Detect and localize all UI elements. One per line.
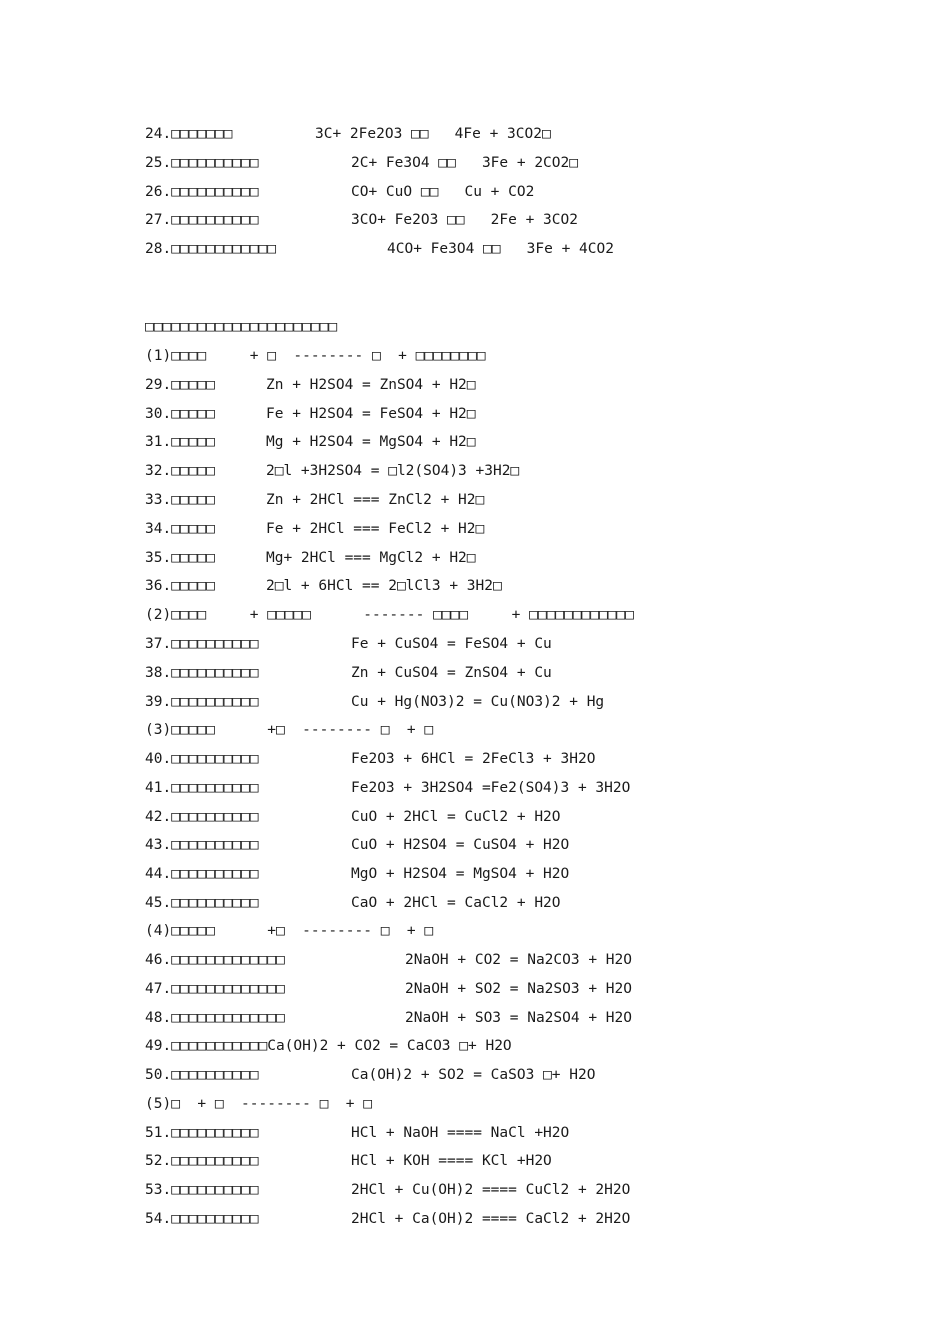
equation-text: 2□l + 6HCl == 2□lCl3 + 3H2□: [266, 578, 502, 594]
equation-text: 2NaOH + SO3 = Na2SO4 + H2O: [405, 1010, 632, 1026]
equation-label: 42.□□□□□□□□□□: [145, 809, 259, 825]
equation-text: Zn + CuSO4 = ZnSO4 + Cu: [351, 665, 552, 681]
equation-text: Mg + H2SO4 = MgSO4 + H2□: [266, 434, 476, 450]
equation-line-44: [145, 864, 570, 884]
equation-label: 30.□□□□□: [145, 406, 215, 422]
equation-line-40: [145, 749, 596, 769]
equation-line-46: [145, 950, 632, 970]
equation-label: 36.□□□□□: [145, 578, 215, 594]
equation-label: 43.□□□□□□□□□□: [145, 837, 259, 853]
equation-line-35: [145, 548, 476, 568]
equation-text: 2NaOH + CO2 = Na2CO3 + H2O: [405, 952, 632, 968]
equation-text: HCl + NaOH ==== NaCl +H2O: [351, 1125, 570, 1141]
equation-line-31: [145, 432, 476, 452]
equation-text: Fe2O3 + 3H2SO4 =Fe2(SO4)3 + 3H2O: [351, 780, 631, 796]
section-heading: □□□□□□□□□□□□□□□□□□□□□□: [145, 319, 338, 335]
equation-text: 2C+ Fe3O4 □□ 3Fe + 2CO2□: [351, 155, 578, 171]
equation-label: 37.□□□□□□□□□□: [145, 636, 259, 652]
equation-label: 40.□□□□□□□□□□: [145, 751, 259, 767]
subsection-heading-1: (1)□□□□ + □ -------- □ + □□□□□□□□: [145, 348, 486, 364]
equation-line-36: [145, 576, 502, 596]
equation-label: 39.□□□□□□□□□□: [145, 694, 259, 710]
equation-label: 53.□□□□□□□□□□: [145, 1182, 259, 1198]
equation-label: 41.□□□□□□□□□□: [145, 780, 259, 796]
equation-text: 2□l +3H2SO4 = □l2(SO4)3 +3H2□: [266, 463, 520, 479]
equation-text: Fe + CuSO4 = FeSO4 + Cu: [351, 636, 552, 652]
equation-text: HCl + KOH ==== KCl +H2O: [351, 1153, 552, 1169]
equation-text: CuO + H2SO4 = CuSO4 + H2O: [351, 837, 570, 853]
equation-text: MgO + H2SO4 = MgSO4 + H2O: [351, 866, 570, 882]
equation-line-43: [145, 835, 570, 855]
equation-line-53: [145, 1180, 631, 1200]
equation-line-34: [145, 519, 485, 539]
equation-text: Fe + 2HCl === FeCl2 + H2□: [266, 521, 485, 537]
equation-label: 26.□□□□□□□□□□: [145, 184, 259, 200]
equation-text: Mg+ 2HCl === MgCl2 + H2□: [266, 550, 476, 566]
equation-text: 2HCl + Cu(OH)2 ==== CuCl2 + 2H2O: [351, 1182, 631, 1198]
equation-text: 2NaOH + SO2 = Na2SO3 + H2O: [405, 981, 632, 997]
equation-line-26: [145, 182, 535, 202]
equation-label: 35.□□□□□: [145, 550, 215, 566]
equation-line-38: [145, 663, 552, 683]
equation-line-49: 49.□□□□□□□□□□□Ca(OH)2 + CO2 = CaCO3 □+ H2O: [145, 1038, 512, 1054]
equation-label: 48.□□□□□□□□□□□□□: [145, 1010, 285, 1026]
equation-label: 28.□□□□□□□□□□□□: [145, 241, 276, 257]
equation-label: 54.□□□□□□□□□□: [145, 1211, 259, 1227]
equation-text: Fe2O3 + 6HCl = 2FeCl3 + 3H2O: [351, 751, 596, 767]
equation-label: 25.□□□□□□□□□□: [145, 155, 259, 171]
equation-label: 51.□□□□□□□□□□: [145, 1125, 259, 1141]
equation-label: 29.□□□□□: [145, 377, 215, 393]
equation-text: Cu + Hg(NO3)2 = Cu(NO3)2 + Hg: [351, 694, 605, 710]
equation-line-27: [145, 210, 578, 230]
equation-line-24: [145, 124, 551, 144]
equation-line-32: [145, 461, 520, 481]
subsection-heading-4: (4)□□□□□ +□ -------- □ + □: [145, 923, 434, 939]
equation-line-42: [145, 807, 561, 827]
equation-line-54: [145, 1209, 631, 1229]
equation-line-30: [145, 404, 476, 424]
equation-line-25: [145, 153, 578, 173]
equation-text: Fe + H2SO4 = FeSO4 + H2□: [266, 406, 476, 422]
equation-text: Zn + 2HCl === ZnCl2 + H2□: [266, 492, 485, 508]
equation-text: 3CO+ Fe2O3 □□ 2Fe + 3CO2: [351, 212, 578, 228]
equation-label: 34.□□□□□: [145, 521, 215, 537]
equation-line-29: [145, 375, 476, 395]
equation-text: Zn + H2SO4 = ZnSO4 + H2□: [266, 377, 476, 393]
equation-label: 24.□□□□□□□: [145, 126, 233, 142]
equation-label: 27.□□□□□□□□□□: [145, 212, 259, 228]
equation-label: 45.□□□□□□□□□□: [145, 895, 259, 911]
equation-line-37: [145, 634, 552, 654]
equation-text: 3C+ 2Fe2O3 □□ 4Fe + 3CO2□: [315, 126, 551, 142]
equation-text: 4CO+ Fe3O4 □□ 3Fe + 4CO2: [387, 241, 614, 257]
equation-label: 46.□□□□□□□□□□□□□: [145, 952, 285, 968]
equation-text: Ca(OH)2 + SO2 = CaSO3 □+ H2O: [351, 1067, 596, 1083]
equation-line-52: [145, 1151, 552, 1171]
equation-line-33: [145, 490, 485, 510]
equation-line-51: [145, 1123, 570, 1143]
equation-line-45: [145, 893, 561, 913]
equation-label: 50.□□□□□□□□□□: [145, 1067, 259, 1083]
equation-label: 47.□□□□□□□□□□□□□: [145, 981, 285, 997]
equation-label: 52.□□□□□□□□□□: [145, 1153, 259, 1169]
equation-label: 38.□□□□□□□□□□: [145, 665, 259, 681]
subsection-heading-2: (2)□□□□ + □□□□□ ------- □□□□ + □□□□□□□□□□□□: [145, 607, 634, 623]
equation-label: 33.□□□□□: [145, 492, 215, 508]
equation-text: CaO + 2HCl = CaCl2 + H2O: [351, 895, 561, 911]
equation-line-39: [145, 692, 605, 712]
equation-label: 44.□□□□□□□□□□: [145, 866, 259, 882]
equation-line-47: [145, 979, 632, 999]
equation-text: CO+ CuO □□ Cu + CO2: [351, 184, 535, 200]
equation-line-50: [145, 1065, 596, 1085]
equation-label: 32.□□□□□: [145, 463, 215, 479]
equation-line-41: [145, 778, 631, 798]
subsection-heading-5: (5)□ + □ -------- □ + □: [145, 1096, 372, 1112]
equation-label: 31.□□□□□: [145, 434, 215, 450]
equation-text: 2HCl + Ca(OH)2 ==== CaCl2 + 2H2O: [351, 1211, 631, 1227]
subsection-heading-3: (3)□□□□□ +□ -------- □ + □: [145, 722, 434, 738]
equation-text: CuO + 2HCl = CuCl2 + H2O: [351, 809, 561, 825]
equation-line-28: [145, 239, 614, 259]
equation-line-48: [145, 1008, 632, 1028]
